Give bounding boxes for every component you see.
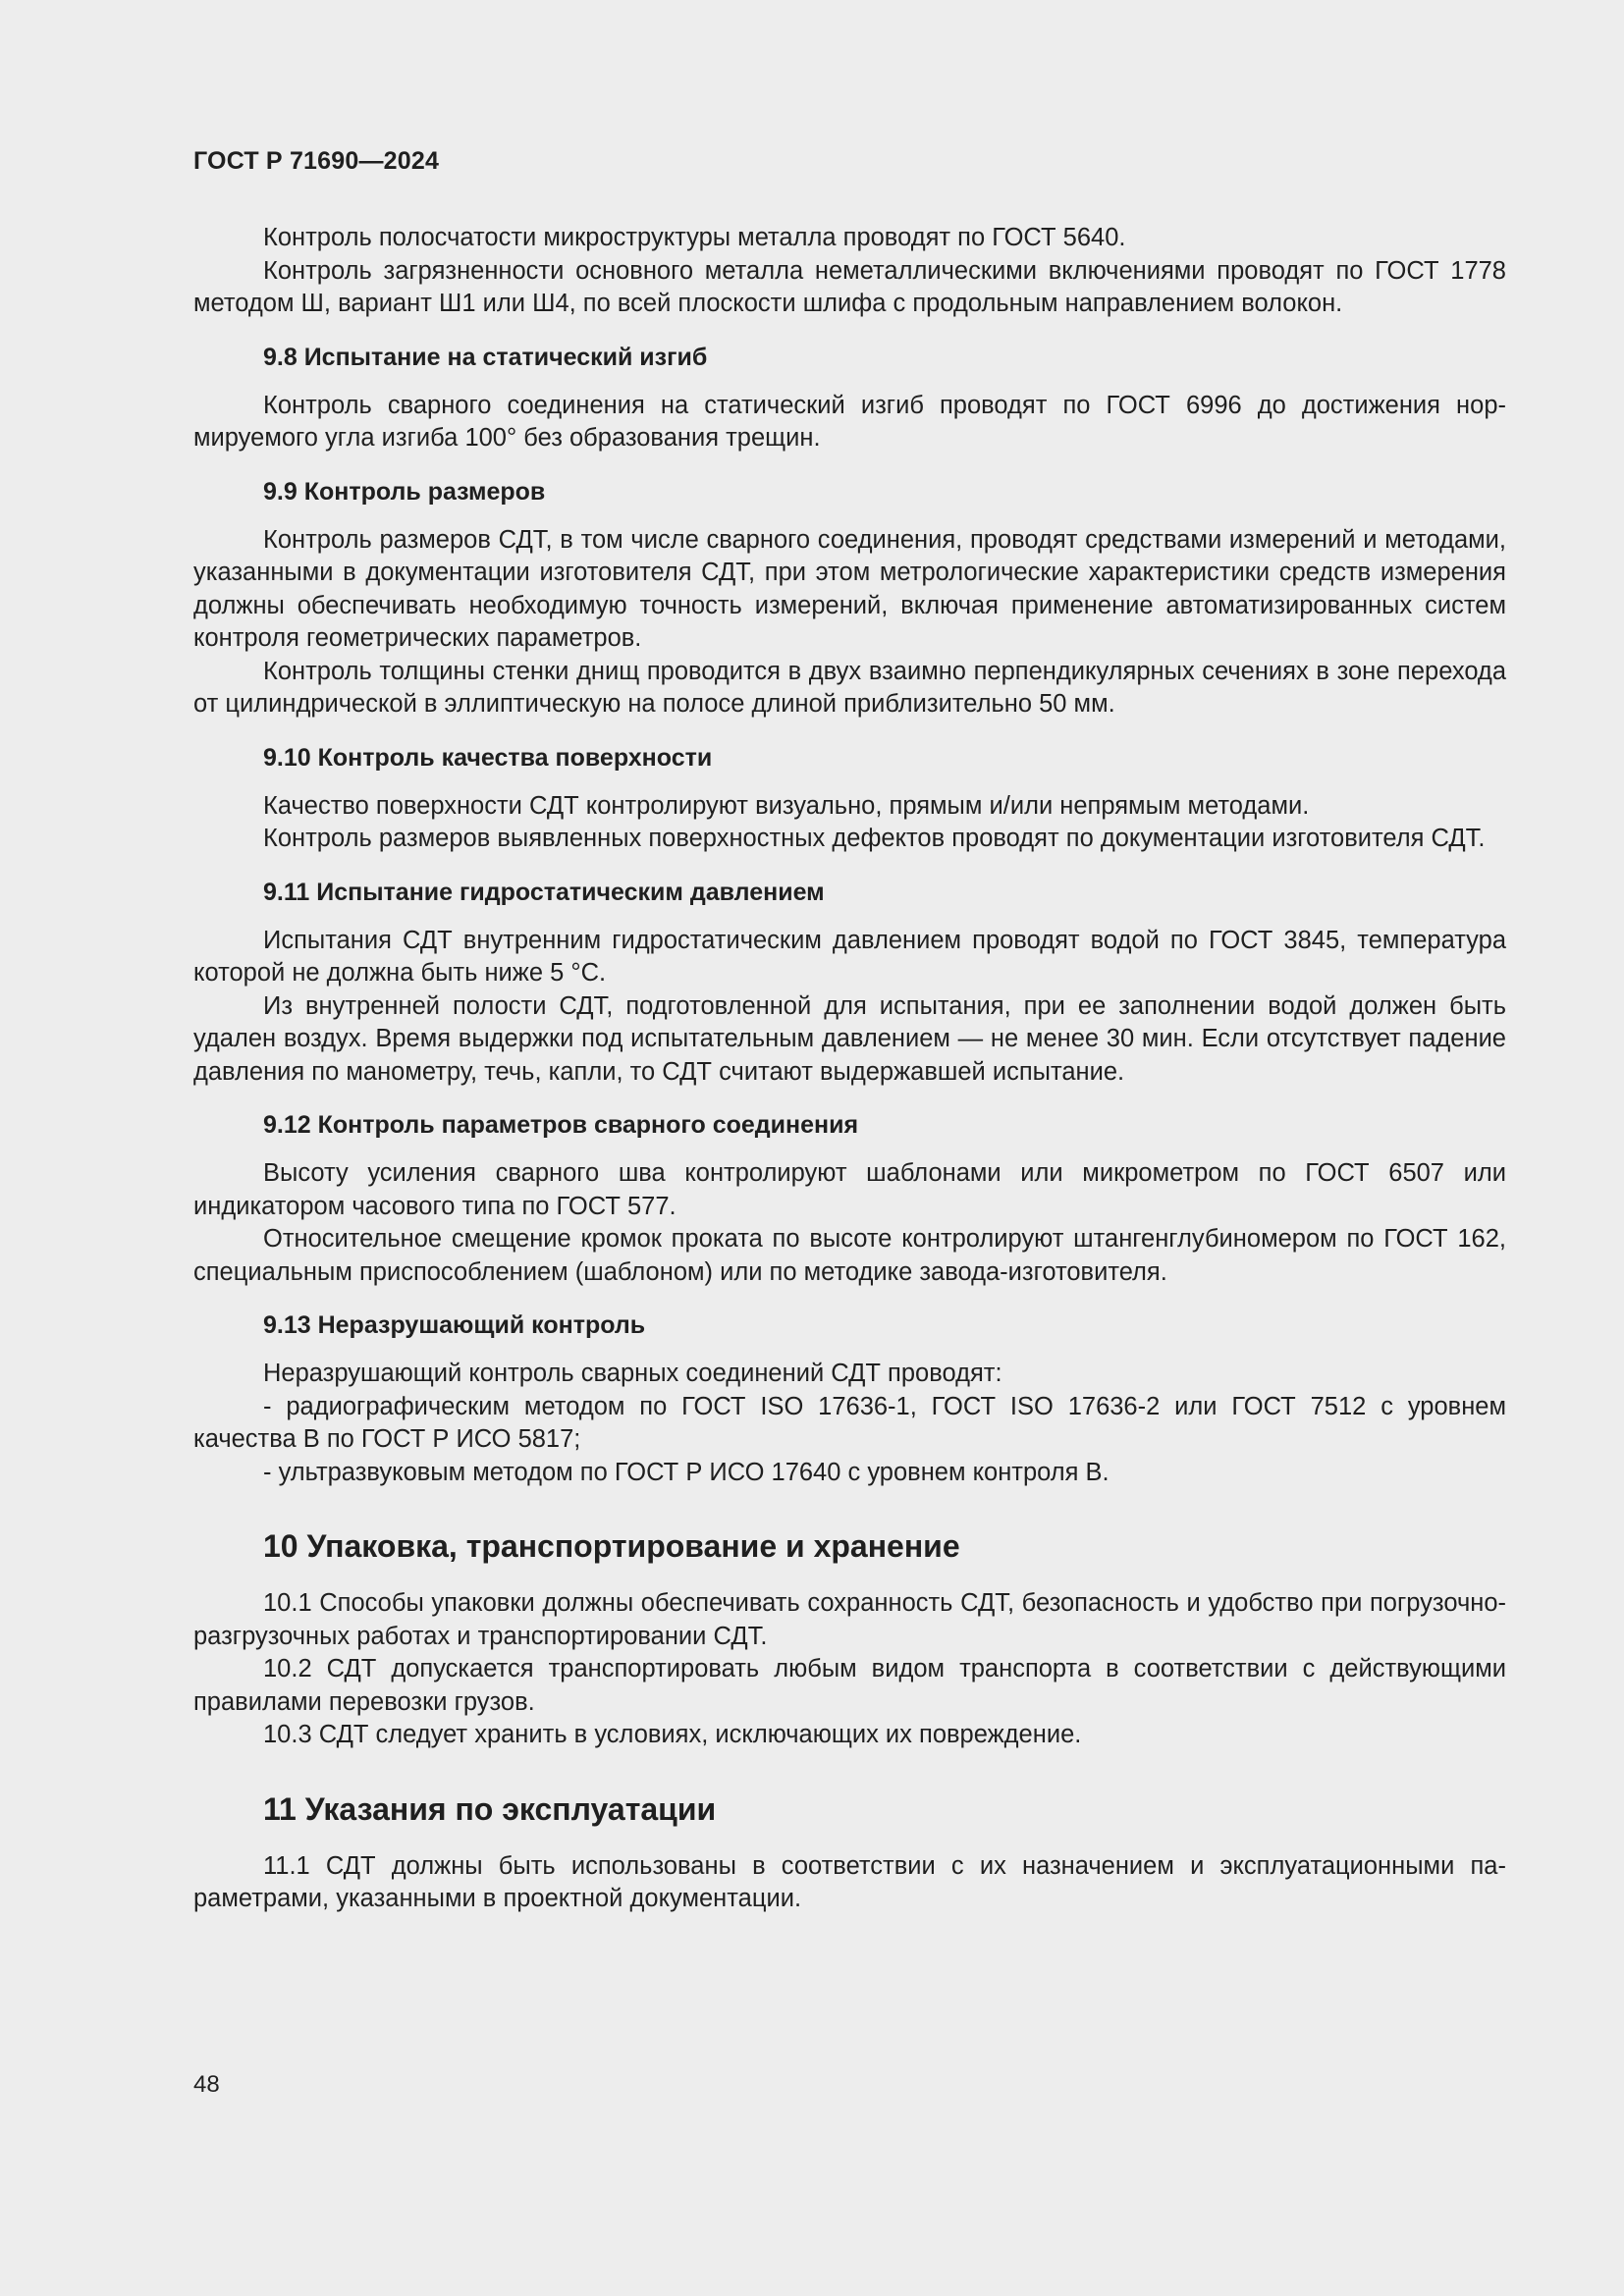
- list-item: - ультразвуковым методом по ГОСТ Р ИСО 17640 с уровнем контроля В.: [263, 1458, 1110, 1486]
- section-heading-9-12: 9.12 Контроль параметров сварного соединения: [263, 1111, 859, 1139]
- paragraph: 11.1 СДТ должны быть использованы в соответствии с их назначением и эксплуатационными параметрами, указанными в проектной документации.: [193, 1851, 1506, 1912]
- paragraph: Контроль размеров выявленных поверхностных дефектов проводят по документации изготовителя СДТ.: [263, 825, 1486, 852]
- paragraph: Контроль размеров СДТ, в том числе сварного соединения, проводят средствами измерений и методами, указанными в документации изготовителя СДТ, при этом метрологические характеристики средств измерения должны обеспечивать необходимую точность измерений, включая применение автоматизированных систем контроля геометрических параметров.: [193, 525, 1506, 652]
- document-body: [193, 222, 1506, 1916]
- paragraph: Контроль сварного соединения на статический изгиб проводят по ГОСТ 6996 до достижения нормируемого угла изгиба 100° без образования трещин.: [193, 391, 1506, 452]
- paragraph: Испытания СДТ внутренним гидростатическим давлением проводят водой по ГОСТ 3845, температура которой не должна быть ниже 5 °С.: [193, 926, 1506, 987]
- section-heading-9-13: 9.13 Неразрушающий контроль: [263, 1311, 646, 1339]
- chapter-heading-11: 11 Указания по эксплуатации: [263, 1790, 717, 1827]
- paragraph: Контроль толщины стенки днищ проводится в двух взаимно перпендикулярных сечениях в зоне перехода от цилиндрической в эллиптическую на полосе длиной приблизительно 50 мм.: [193, 657, 1506, 718]
- list-item: - радиографическим методом по ГОСТ ISO 17636-1, ГОСТ ISO 17636-2 или ГОСТ 7512 с уровнем качества В по ГОСТ Р ИСО 5817;: [193, 1392, 1506, 1453]
- section-heading-9-10: 9.10 Контроль качества поверхности: [263, 743, 713, 772]
- paragraph: Контроль загрязненности основного металла неметаллическими включениями проводят по ГОСТ 1778 методом Ш, вариант Ш1 или Ш4, по всей плоскости шлифа с продольным направлением волокон.: [193, 256, 1506, 317]
- paragraph: Относительное смещение кромок проката по высоте контролируют штангенглубиномером по ГОСТ 162, специальным приспособлением (шаблоном) или по методике завода-изготовителя.: [193, 1225, 1506, 1286]
- chapter-heading-10: 10 Упаковка, транспортирование и хранение: [263, 1528, 960, 1564]
- paragraph: Высоту усиления сварного шва контролируют шаблонами или микрометром по ГОСТ 6507 или индикатором часового типа по ГОСТ 577.: [193, 1159, 1506, 1220]
- paragraph: Неразрушающий контроль сварных соединений СДТ проводят:: [263, 1360, 1002, 1387]
- paragraph: Контроль полосчатости микроструктуры металла проводят по ГОСТ 5640.: [263, 224, 1126, 251]
- paragraph: 10.1 Способы упаковки должны обеспечивать сохранность СДТ, безопасность и удобство при погрузочно-разгрузочных работах и транспортировании СДТ.: [193, 1589, 1506, 1650]
- paragraph: 10.2 СДТ допускается транспортировать любым видом транспорта в соответствии с действующими правилами перевозки грузов.: [193, 1655, 1506, 1716]
- document-header: ГОСТ Р 71690—2024: [193, 147, 440, 175]
- paragraph: Из внутренней полости СДТ, подготовленной для испытания, при ее заполнении водой должен быть удален воздух. Время выдержки под испытательным давлением — не менее 30 мин. Если отсутствует падение давления по манометру, течь, капли, то СДТ считают выдержавшей испытание.: [193, 991, 1506, 1086]
- page-number: 48: [193, 2071, 220, 2098]
- section-heading-9-8: 9.8 Испытание на статический изгиб: [263, 343, 708, 371]
- section-heading-9-9: 9.9 Контроль размеров: [263, 477, 546, 506]
- section-heading-9-11: 9.11 Испытание гидростатическим давлением: [263, 878, 825, 906]
- paragraph: 10.3 СДТ следует хранить в условиях, исключающих их повреждение.: [263, 1721, 1082, 1748]
- paragraph: Качество поверхности СДТ контролируют визуально, прямым и/или непрямым методами.: [263, 791, 1310, 820]
